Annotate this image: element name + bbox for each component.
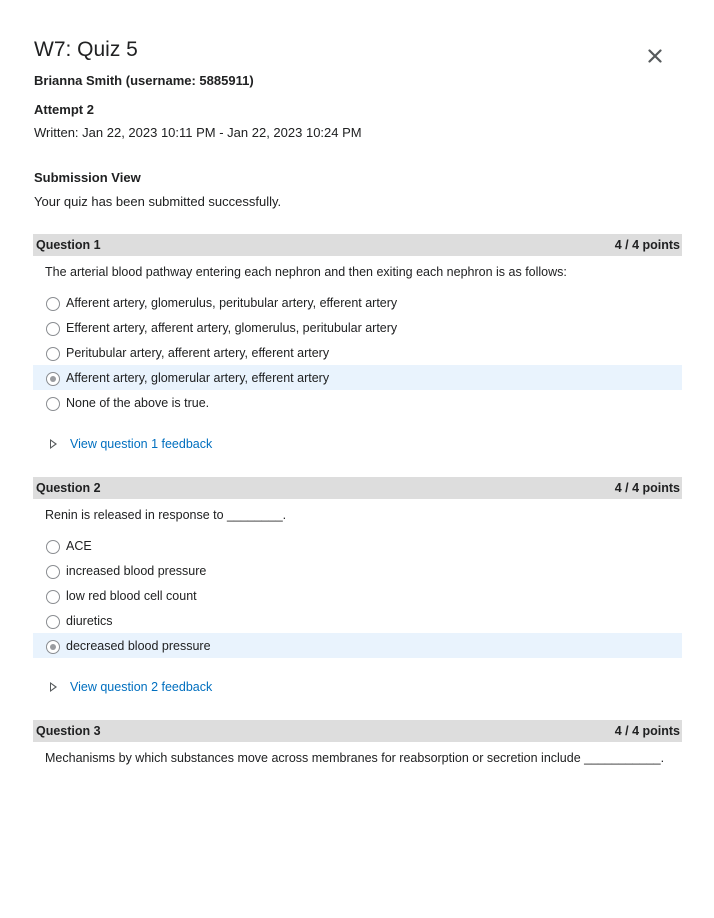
written-timestamp: Written: Jan 22, 2023 10:11 PM - Jan 22, 2023 10:24 PM [34,125,362,140]
radio-button[interactable] [46,347,60,361]
question-points: 4 / 4 points [614,238,680,252]
answer-option-label: Peritubular artery, afferent artery, efferent artery [66,345,330,360]
answer-options [33,290,682,415]
close-icon [648,49,662,63]
answer-option[interactable] [33,533,682,558]
answer-options [33,533,682,658]
answer-option-label: low red blood cell count [66,588,197,603]
question-label: Question 3 [36,724,101,738]
question-points: 4 / 4 points [614,724,680,738]
radio-button[interactable] [46,322,60,336]
question-header [33,234,682,256]
answer-option-label: decreased blood pressure [66,638,211,653]
answer-option[interactable] [33,390,682,415]
question-text: Renin is released in response to ________. [45,508,287,522]
question-points: 4 / 4 points [614,481,680,495]
answer-option-label: None of the above is true. [66,395,210,410]
view-feedback-link[interactable]: View question 1 feedback [70,437,213,451]
answer-option-selected[interactable] [33,365,682,390]
radio-button[interactable] [46,615,60,629]
attempt-label: Attempt 2 [34,102,94,117]
question-label: Question 1 [36,238,101,252]
answer-option-label: diuretics [66,613,113,628]
submission-message: Your quiz has been submitted successfully. [34,194,282,209]
feedback-toggle[interactable] [50,437,682,451]
answer-option-selected[interactable] [33,633,682,658]
radio-button[interactable] [46,297,60,311]
answer-option[interactable] [33,315,682,340]
question-header [33,477,682,499]
radio-button[interactable] [46,590,60,604]
user-name: Brianna Smith (username: 5885911) [34,73,254,88]
radio-button-checked[interactable] [46,372,60,386]
feedback-toggle[interactable] [50,680,682,694]
answer-option[interactable] [33,340,682,365]
answer-option-label: Afferent artery, glomerulus, peritubular artery, efferent artery [66,295,398,310]
radio-button[interactable] [46,397,60,411]
radio-button[interactable] [46,565,60,579]
answer-option[interactable] [33,608,682,633]
submission-view-heading: Submission View [34,170,141,185]
question-text: The arterial blood pathway entering each nephron and then exiting each nephron is as follows: [45,265,567,279]
question-3 [33,720,682,766]
radio-button-checked[interactable] [46,640,60,654]
expand-triangle-icon [50,682,57,692]
answer-option-label: increased blood pressure [66,563,207,578]
answer-option-label: Afferent artery, glomerular artery, efferent artery [66,370,330,385]
question-header [33,720,682,742]
view-feedback-link[interactable]: View question 2 feedback [70,680,213,694]
question-2 [33,477,682,694]
answer-option-label: ACE [66,538,92,553]
question-text: Mechanisms by which substances move across membranes for reabsorption or secretion include ___________. [45,751,665,765]
answer-option-label: Efferent artery, afferent artery, glomerulus, peritubular artery [66,320,398,335]
close-button[interactable] [644,45,666,67]
radio-button[interactable] [46,540,60,554]
expand-triangle-icon [50,439,57,449]
question-1 [33,234,682,451]
answer-option[interactable] [33,583,682,608]
answer-option[interactable] [33,558,682,583]
answer-option[interactable] [33,290,682,315]
page-title: W7: Quiz 5 [34,38,138,61]
question-label: Question 2 [36,481,101,495]
